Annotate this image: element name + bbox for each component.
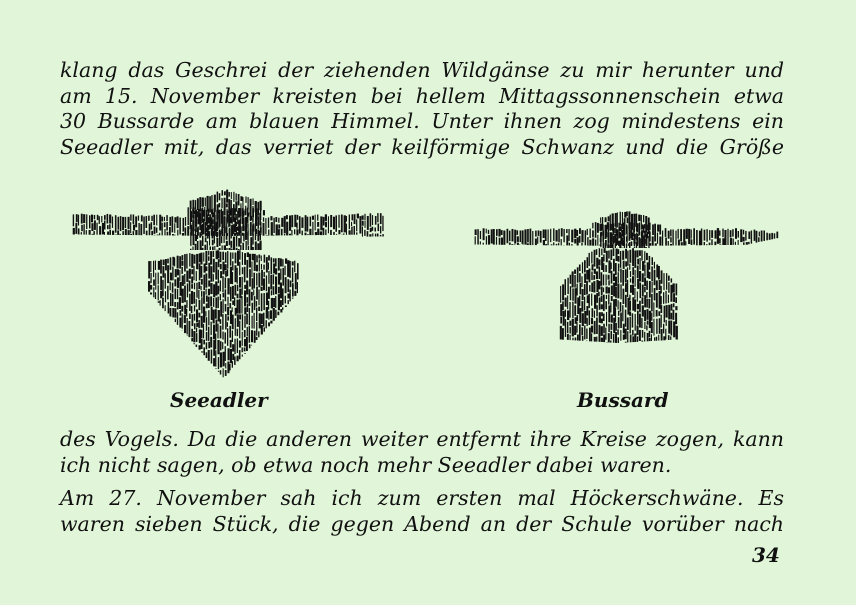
text-line: klang das Geschrei der ziehenden Wildgänse zu mir herunter und	[60, 58, 784, 82]
seeadler-caption: Seeadler	[170, 388, 268, 412]
paragraph-bottom	[60, 486, 784, 537]
text-line: am 15. November kreisten bei hellem Mittagssonnenschein etwa	[60, 83, 784, 108]
text-line: Am 27. November sah ich zum ersten mal Höckerschwäne. Es	[60, 486, 784, 510]
bussard-silhouette-illustration	[465, 198, 795, 358]
paragraph-middle	[60, 427, 784, 478]
text-line: waren sieben Stück, die gegen Abend an der Schule vorüber nach	[60, 511, 784, 536]
paragraph-top	[60, 58, 784, 160]
text-line: des Vogels. Da die anderen weiter entfernt ihre Kreise zogen, kann	[60, 427, 784, 451]
bussard-caption: Bussard	[577, 388, 669, 412]
text-line: Seeadler mit, das verriet der keilförmige Schwanz und die Größe	[60, 134, 784, 159]
text-line: 30 Bussarde am blauen Himmel. Unter ihnen zog mindestens ein	[60, 109, 784, 133]
text-line: ich nicht sagen, ob etwa noch mehr Seeadler dabei waren.	[60, 452, 672, 477]
seeadler-silhouette-illustration	[60, 180, 400, 385]
page-number: 34	[752, 543, 780, 567]
